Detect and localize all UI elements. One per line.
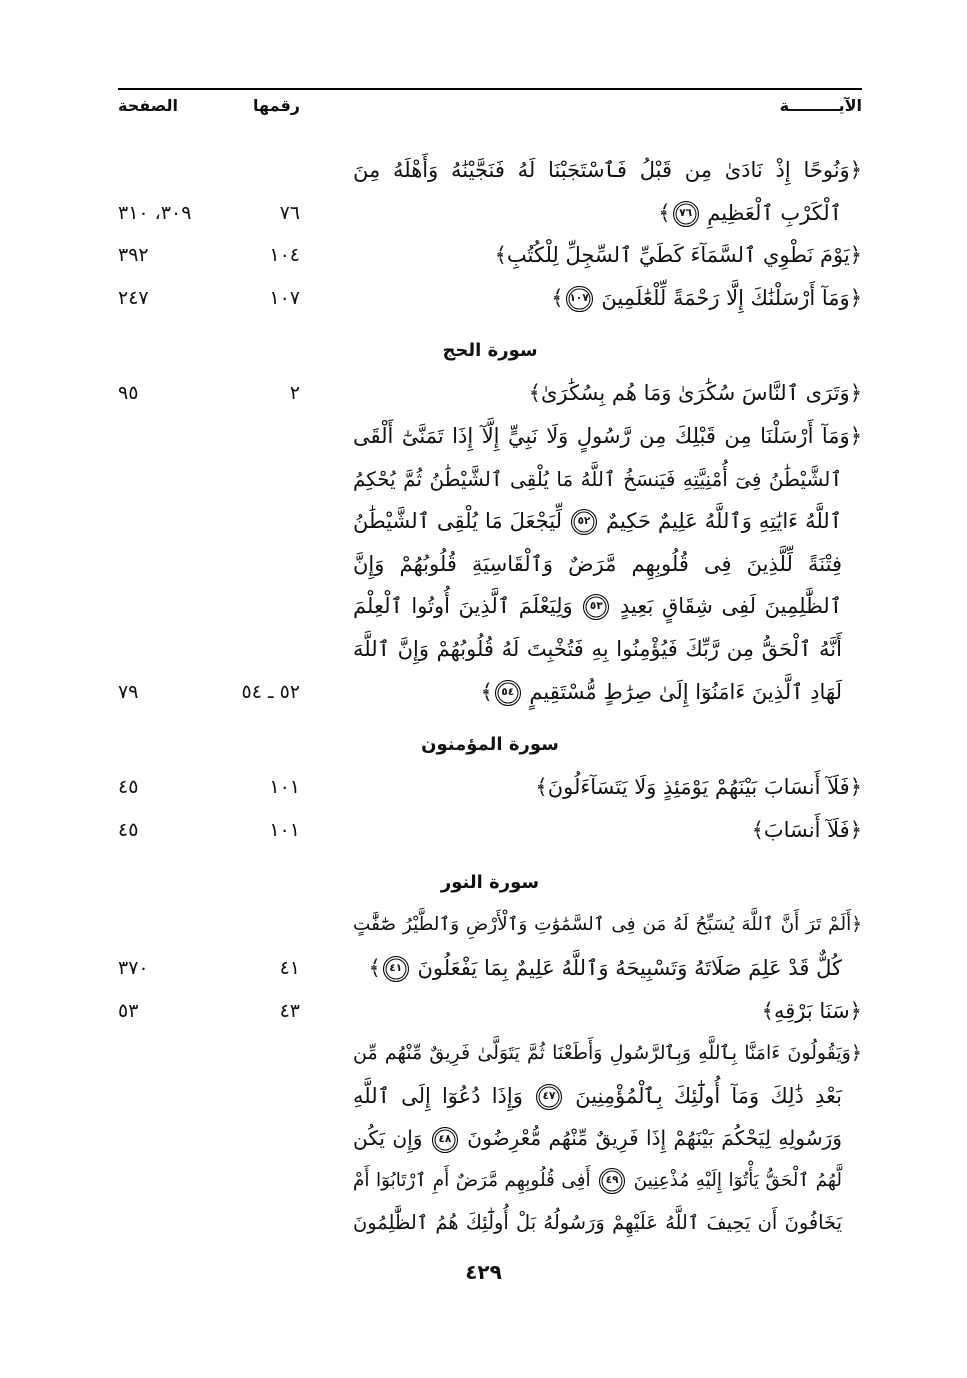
verse-number: ٧٦ <box>279 201 300 224</box>
verse-text <box>352 990 862 1033</box>
verse-text-segment: ﴿وَيَقُولُونَ ءَامَنَّا بِٱللَّهِ وَبِٱلرَّسُولِ وَأَطَعْنَا ثُمَّ يَتَوَلَّىٰ فَرِيقٌ مِّنْهُم مِّن <box>353 1042 862 1065</box>
ayah-number-marker: ٥٣ <box>583 594 609 620</box>
surah-heading: سورة الحج <box>442 340 538 362</box>
verse-text <box>352 149 862 234</box>
ayah-number-marker: ٥٤ <box>495 680 521 706</box>
verse-text-segment: ﴿وَمَآ أَرْسَلْنَٰكَ إِلَّا رَحْمَةً لِّلْعَٰلَمِينَ <box>594 285 862 310</box>
verse-text <box>352 1032 862 1245</box>
verse-line-text <box>353 1117 842 1160</box>
verse-line-text <box>353 415 862 458</box>
verse-line-text <box>353 458 842 501</box>
verse-text <box>352 234 862 277</box>
verse-text <box>352 372 862 415</box>
verse-text <box>352 766 862 809</box>
verse-line-text <box>353 543 842 586</box>
number-column-header: رقمها <box>253 95 300 115</box>
verse-entry <box>118 904 862 989</box>
verse-line <box>352 149 862 192</box>
verse-text-segment: ٱللَّهُ ءَايَٰتِهِ وَٱللَّهُ عَلِيمٌ حَكِيمٌ <box>599 509 842 534</box>
verse-entry <box>118 1032 862 1245</box>
verse-line-text <box>658 192 842 235</box>
verse-text-segment: ﴿وَنُوحًا إِذْ نَادَىٰ مِن قَبْلُ فَٱسْتَجَبْنَا لَهُ فَنَجَّيْنَٰهُ وَأَهْلَهُ مِنَ <box>353 158 862 182</box>
verse-line <box>352 1117 862 1160</box>
verse-entry <box>118 372 862 415</box>
verse-text-segment: ﴿يَوْمَ نَطْوِي ٱلسَّمَآءَ كَطَيِّ ٱلسِّجِلِّ لِلْكُتُبِ﴾ <box>494 243 862 268</box>
verse-text-segment: وَإِن يَكُن <box>353 1126 430 1151</box>
verse-text <box>352 277 862 320</box>
verse-text-segment: ٱلْكَرْبِ ٱلْعَظِيمِ <box>700 200 842 225</box>
verse-text-segment: أَفِى قُلُوبِهِم مَّرَضٌ أَمِ ٱرْتَابُوٓا أَمْ <box>353 1169 598 1191</box>
verse-number: ١٠١ <box>269 776 300 799</box>
verse-entry <box>118 766 862 809</box>
verse-number <box>213 1202 352 1245</box>
ayah-number-marker: ٧٦ <box>673 201 699 227</box>
verse-text-segment: ﴾ <box>480 679 493 704</box>
verse-text <box>352 904 862 989</box>
page-column-header: الصفحة <box>118 95 179 115</box>
verse-number: ١٠١ <box>269 818 300 841</box>
verse-entry <box>118 149 862 234</box>
page-number: ٤٢٩ <box>465 1260 502 1284</box>
verse-text-segment: ﴿فَلَآ أَنسَابَ﴾ <box>751 817 862 842</box>
verse-line <box>352 904 862 947</box>
ayah-number-marker: ٤١ <box>383 956 409 982</box>
verse-text-segment: وَلِيَعْلَمَ ٱلَّذِينَ أُوتُوا ٱلْعِلْمَ <box>353 594 582 619</box>
page-reference: ٢٤٧ <box>118 286 149 309</box>
verse-index-list <box>118 120 862 1245</box>
verse-text-segment: ﴾ <box>368 955 381 980</box>
verse-line-text <box>353 1202 842 1245</box>
verse-line <box>352 990 862 1033</box>
verse-line-text <box>353 1075 842 1118</box>
verse-text-segment: أَنَّهُ ٱلْحَقُّ مِن رَّبِّكَ فَيُؤْمِنُوا بِهِ فَتُخْبِتَ لَهُ قُلُوبُهُمْ وَإِنَّ ٱللَّهَ <box>353 636 842 661</box>
verse-text-segment: لَهَادِ ٱلَّذِينَ ءَامَنُوٓا إِلَىٰ صِرَٰطٍ مُّسْتَقِيمٍ <box>522 679 842 704</box>
verse-line-text <box>353 1160 842 1203</box>
verse-number: ٢ <box>289 382 300 405</box>
verse-text-segment: كُلٌّ قَدْ عَلِمَ صَلَاتَهُ وَتَسْبِيحَهُ وَٱللَّهُ عَلِيمٌ بِمَا يَفْعَلُونَ <box>410 955 842 980</box>
verse-text-segment: ﴿أَلَمْ تَرَ أَنَّ ٱللَّهَ يُسَبِّحُ لَهُ مَن فِى ٱلسَّمَٰوَٰتِ وَٱلْأَرْضِ وَٱلطَّيْرُ صَٰٓفَّٰتٍ <box>353 914 862 936</box>
ayah-number-marker: ١٠٧ <box>566 286 593 312</box>
page-reference: ٥٣ <box>118 999 139 1022</box>
verse-line-text <box>368 947 842 990</box>
page-reference: ٩٥ <box>118 382 139 405</box>
verse-line-text <box>495 234 862 277</box>
verse-line-text <box>535 766 862 809</box>
verse-number: ٤٣ <box>279 999 300 1022</box>
verse-number: ١٠٧ <box>269 286 300 309</box>
page-reference: ٣٩٢ <box>118 244 149 267</box>
verse-line-text <box>480 671 842 714</box>
verse-line <box>352 628 862 671</box>
page-reference: ٤٥ <box>118 776 139 799</box>
verse-text-segment: ﴿سَنَا بَرْقِهِ﴾ <box>761 998 862 1023</box>
ayah-number-marker: ٤٨ <box>432 1127 458 1153</box>
ayah-number-marker: ٤٧ <box>536 1084 562 1110</box>
verse-text-segment: يَخَافُونَ أَن يَحِيفَ ٱللَّهُ عَلَيْهِمْ وَرَسُولُهُ بَلْ أُولَٰٓئِكَ هُمُ ٱلظَّٰلِمُونَ <box>353 1211 842 1235</box>
verse-line <box>352 766 862 809</box>
verse-line-text <box>353 500 842 543</box>
verse-text-segment: لَّهُمُ ٱلْحَقُّ يَأْتُوٓا إِلَيْهِ مُذْعِنِينَ <box>627 1169 842 1191</box>
verse-text-segment: وَرَسُولِهِ لِيَحْكُمَ بَيْنَهُمْ إِذَا فَرِيقٌ مِّنْهُم مُّعْرِضُونَ <box>459 1126 842 1151</box>
verse-line <box>352 1202 862 1245</box>
verse-line <box>352 1075 862 1118</box>
verse-text-segment: ﴿وَمَآ أَرْسَلْنَا مِن قَبْلِكَ مِن رَّسُولٍ وَلَا نَبِيٍّ إِلَّآ إِذَا تَمَنَّىٰٓ أَلْقَى <box>353 423 862 448</box>
page-reference: ٤٥ <box>118 818 139 841</box>
verse-line-text <box>353 1032 862 1075</box>
verse-number: ٤١ <box>279 956 300 979</box>
verse-column-header: الآيـــــــــة <box>779 95 862 115</box>
verse-line <box>352 458 862 501</box>
verse-line <box>352 372 862 415</box>
verse-entry <box>118 990 862 1033</box>
verse-line <box>352 671 862 714</box>
page-reference: ٣٧٠ <box>118 956 149 979</box>
verse-text-segment: ﴾ <box>658 200 671 225</box>
verse-line-text <box>353 585 842 628</box>
verse-text <box>352 809 862 852</box>
page-reference: ٧٩ <box>118 680 139 703</box>
verse-entry <box>118 277 862 320</box>
verse-line <box>352 277 862 320</box>
verse-line <box>352 234 862 277</box>
verse-line-text <box>353 904 862 947</box>
surah-heading: سورة النور <box>440 872 540 894</box>
verse-line-text <box>551 277 862 320</box>
verse-line-text <box>762 990 862 1033</box>
verse-line <box>352 500 862 543</box>
verse-line-text <box>529 372 862 415</box>
verse-line <box>352 1032 862 1075</box>
verse-entry <box>118 234 862 277</box>
verse-text-segment: فِتْنَةً لِّلَّذِينَ فِى قُلُوبِهِم مَّرَضٌ وَٱلْقَاسِيَةِ قُلُوبُهُمْ وَإِنَّ <box>353 551 842 576</box>
verse-line <box>352 585 862 628</box>
verse-text-segment: وَإِذَا دُعُوٓا إِلَى ٱللَّهِ <box>352 1083 535 1108</box>
ayah-number-marker: ٥٢ <box>571 509 597 535</box>
verse-line <box>352 415 862 458</box>
verse-line <box>352 192 862 235</box>
verse-line <box>352 1160 862 1203</box>
page-reference <box>118 1202 213 1245</box>
verse-line-text <box>752 809 862 852</box>
page-reference: ٣٠٩، ٣١٠ <box>118 201 192 224</box>
verse-line-text <box>353 149 862 192</box>
verse-text-segment: ٱلظَّٰلِمِينَ لَفِى شِقَاقٍ بَعِيدٍ <box>611 594 842 619</box>
verse-text-segment: ﴿فَلَآ أَنسَابَ بَيْنَهُمْ يَوْمَئِذٍ وَلَا يَتَسَآءَلُونَ﴾ <box>535 775 862 800</box>
verse-line-text <box>353 628 842 671</box>
verse-text <box>352 415 862 713</box>
verse-line <box>352 543 862 586</box>
verse-text-segment: ٱلشَّيْطَٰنُ فِىٓ أُمْنِيَّتِهِ فَيَنسَخُ ٱللَّهُ مَا يُلْقِى ٱلشَّيْطَٰنُ ثُمَّ يُحْكِمُ <box>353 466 842 491</box>
verse-text-segment: لِّيَجْعَلَ مَا يُلْقِى ٱلشَّيْطَٰنُ <box>353 509 570 534</box>
verse-number: ١٠٤ <box>269 244 300 267</box>
verse-index-table <box>118 88 862 1245</box>
verse-line <box>352 809 862 852</box>
surah-heading: سورة المؤمنون <box>421 734 559 756</box>
verse-text-segment: ﴿وَتَرَى ٱلنَّاسَ سُكَٰرَىٰ وَمَا هُم بِسُكَٰرَىٰ﴾ <box>528 381 862 406</box>
verse-text-segment: بَعْدِ ذَٰلِكَ وَمَآ أُولَٰٓئِكَ بِٱلْمُؤْمِنِينَ <box>564 1083 842 1108</box>
verse-entry <box>118 415 862 713</box>
ayah-number-marker: ٤٩ <box>599 1168 625 1194</box>
verse-line <box>352 947 862 990</box>
verse-entry <box>118 809 862 852</box>
table-header <box>118 90 862 120</box>
verse-number: ٥٢ ـ ٥٤ <box>241 680 300 703</box>
verse-text-segment: ﴾ <box>551 285 564 310</box>
